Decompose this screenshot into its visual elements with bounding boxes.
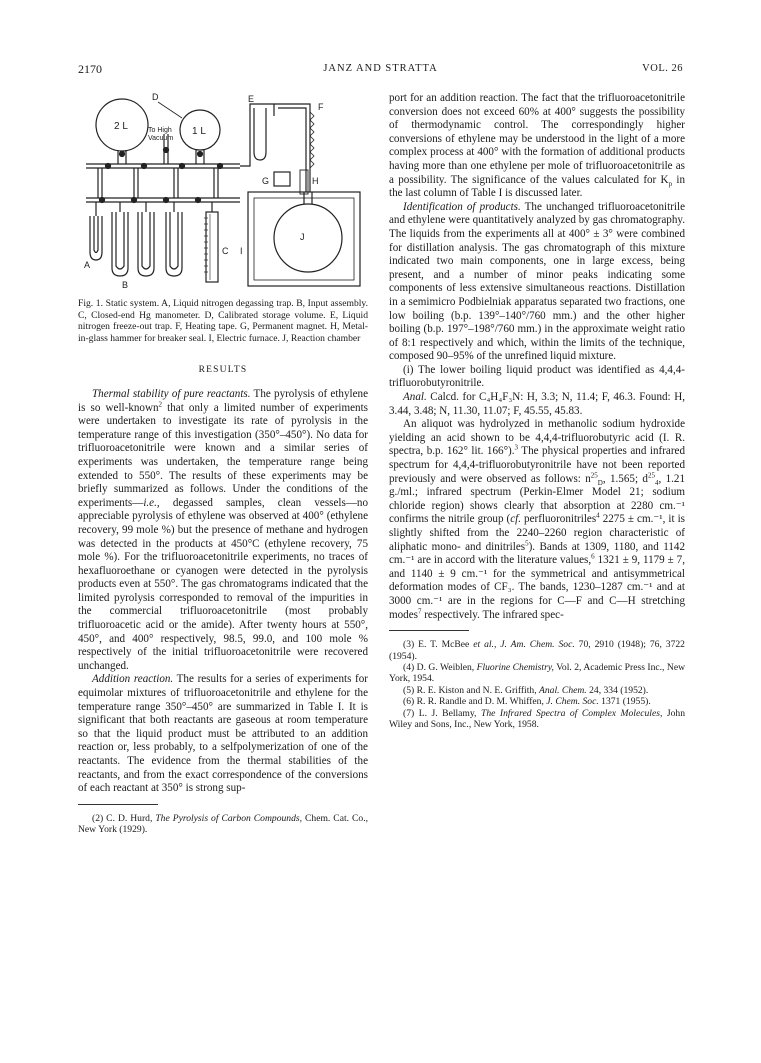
figure-caption: Fig. 1. Static system. A, Liquid nitrogen degassing trap. B, Input assembly. C, Closed-end Hg manometer. D, Calibrated storage volume. E, Liquid nitrogen freeze-out trap. F, Heating tape. G, Permanent magnet. H, Metal-in-glass hammer for breaker seal. I, Electric furnace. J, Reaction chamber [78,298,368,344]
paragraph-text: 2275 ± cm.⁻¹, it is slightly shifted from the 2240–2260 region characteristic of aliphatic mono- and dinitriles [389,513,685,553]
paragraph-title: Identification of products. [403,200,521,213]
paragraph-text: The results for a series of experiments for equimolar mixtures of trifluoroacetonitrile and ethylene for the temperature range 350°–450° are summarized in Table I. It is significant that both reactants are gaseous at room temperature so that the liquid product must be attributed to an addition reaction or, less probably, to a selfpolymerization of one of the reactants. The evidence from the thermal stabilities of the reactants, and from the exact correspondence of the conversions of each reactant at 350° is strong sup- [78,673,368,795]
paragraph-italic: cf. [510,513,522,526]
superscript: 25 [647,470,655,479]
manometer-c [206,212,218,282]
volume-label: VOL. 26 [642,63,683,74]
paragraph-text: port for an addition reaction. The fact that the trifluoroacetonitrile conversion does not exceed 60% at 400° suggests the possibility of thermodynamic control. The correspondingly higher conversions of ethylene may be understood in the light of a more complex process at 400° with the formation of additional products having more than one ethylene per mole of trifluoroacetonitrile as a possibility. The significance of the values calculated for K [389,92,685,186]
footnote-text: Vol. 2, Academic Press Inc., New York, 1954. [389,661,686,685]
footnote-text: (5) R. E. Kiston and N. E. Griffith, [403,684,539,696]
paragraph-text: The unchanged trifluoroacetonitrile and ethylene were quantitatively analyzed by gas chromatography. The liquids from the experiments all at 400° ± 3° were combined for distillation analysis. The gas chromatograph of this mixture indicated two main components, one in large excess, being present, and a number of minor peaks indicating some components of less extensive simultaneous reactions. Distillation in a semimicro Podbielniak apparatus separated two fractions, one low boiling (b.p. 139°–140°/760 mm.) and the other higher boiling (b.p. 197°–198°/760 mm.) in the approximate weight ratio of 8:1 respectively and which, within the limits of the technique, composed 90–95% of the unrefined liquid mixture. [389,200,685,363]
paragraph-text: (i) The lower boiling liquid product was identified as 4,4,4-trifluorobutyronitrile. [389,363,685,390]
paragraph-text: An aliquot was hydrolyzed in methanolic sodium hydroxide yielding an acid shown to be 4,4,4-trifluorobutyric acid (I. R. spectra, b.p. 162° lit. 166°). [389,418,685,458]
subscript: D [597,478,603,487]
label-f: F [318,102,324,112]
footnote-text: (7) L. J. Bellamy, [403,707,481,719]
paragraph-analysis [389,391,685,418]
magnet-g [274,172,290,186]
subscript: 4 [654,478,659,487]
paragraph-continuation [389,92,685,201]
footnote-title: Anal. Chem. [539,684,587,696]
footnote-ref: 6 [591,552,595,561]
paragraph-italic: i.e., [143,496,160,509]
paragraph-text: The pyrolysis of ethylene is so well-known [78,387,368,414]
label-b: B [122,280,129,290]
footnote-text: 1371 (1955). [598,696,651,708]
footnote-ref: 3 [514,443,518,452]
footnote-7 [389,708,685,731]
label-h: H [312,176,319,186]
label-i: I [240,246,243,256]
input-assembly-b [112,212,128,276]
footnote-text: John Wiley and Sons, Inc., New York, 1958. [389,707,685,730]
right-column [389,92,685,730]
paragraph-text: The physical properties and infrared spectrum for 4,4,4-trifluorobutyronitrile have not been reported previously and were observed as follows: n [389,445,685,485]
footnote-title: Fluorine Chemistry, [476,661,554,673]
paragraph-text: , 1.565; d [602,472,648,485]
reaction-chamber-j [274,204,342,272]
label-e: E [248,94,255,104]
paragraph-hydrolysis [389,418,685,622]
page-number: 2170 [78,62,102,76]
degassing-trap-a [90,216,102,260]
paragraph-text: perfluoronitriles [521,513,597,526]
label-2l: 2 L [114,121,128,132]
paragraph-text: respectively. The infrared spec- [421,608,564,621]
footnote-divider [389,630,469,631]
footnote-text: (4) D. G. Weiblen, [403,661,477,673]
footnote-ref: 5 [525,538,529,547]
analysis-label: Anal. [403,391,427,404]
paragraph-text: degassed samples, clean vessels—no appreciable pyrolysis of ethylene was observed at 400° (ethylene recovery, 99 mole %) but the presence of methane and hydrogen was detected in the products at 450°C (ethylene recovery, 75 mole %). For the trifluoroacetonitrile experiments, no traces of hexafluoroethane or cyanogen were detected in the pyrolysis products even at 550°. The gas chromatograms indicated that the limited pyrolysis corresponded to removal of the impurities in the commercial trifluoroacetonitrile (most probably trifluoroacetic acid or the amide). After twenty hours at 550°, 450°, and 400° respectively, 98.5, 99.0, and 100 mole % respectively of the initial trifluoroacetonitrile were recovered unchanged. [78,496,368,672]
paragraph-text: in the last column of Table I is discussed later. [389,173,686,200]
footnote-text: 70, 2910 (1948); 76, 3722 (1954). [389,639,685,662]
label-j: J [300,232,305,242]
footnote-text: Chem. Cat. Co., New York (1929). [78,812,368,836]
footnote-title: J. Chem. Soc. [546,696,599,708]
label-vacuum-2: Vacuum [148,135,174,142]
footnote-title: et al., J. Am. Chem. Soc. [473,639,575,651]
footnote-text: (3) E. T. McBee [403,639,474,651]
label-vacuum-1: To High [148,127,172,134]
paragraph-lower-boiling [389,364,685,391]
label-g: G [262,176,270,186]
footnote-ref: 2 [158,399,163,408]
paragraph-addition-reaction [78,673,368,795]
paragraph-title: Addition reaction. [92,673,174,686]
footnote-3 [389,639,685,662]
paragraph-thermal-stability [78,388,368,673]
footnote-ref: 7 [417,606,422,615]
footnote-5 [389,685,685,696]
section-heading: RESULTS [198,365,248,376]
footnote-text: (2) C. D. Hurd, [92,812,156,824]
footnote-2 [78,813,368,836]
label-a: A [84,260,91,270]
paragraph-text: ). Bands at 1309, 1180, and 1142 cm.⁻¹ are in accord with the literature values, [389,540,686,567]
hammer-h [300,170,308,194]
footnote-divider [78,804,158,805]
paragraph-text: that only a limited number of experiments were undertaken to investigate its rate of pyrolysis in the temperature range of this investigation (350°–450°). No data for trifluoroacetonitrile were known and a similar series of experiments was undertaken, the temperature range being extended to 550°. The results of these experiments may be briefly summarized as follows. Under the conditions of the experiments— [78,401,368,509]
apparatus-figure [78,92,368,294]
apparatus-diagram [78,92,368,294]
footnote-title: The Infrared Spectra of Complex Molecules, [480,707,663,719]
running-header [78,62,683,78]
superscript: 25 [590,470,598,479]
label-d: D [152,92,159,102]
paragraph-text: 1321 ± 9, 1179 ± 7, and 1140 ± 9 cm.⁻¹ for the symmetrical and antisymmetrical deformation modes of CF₃. The bands, 1230–1287 cm.⁻¹ and at 3000 cm.⁻¹ are in the regions for C—F and C—H stretching modes [389,554,685,621]
footnote-4 [389,662,685,685]
footnote-6 [389,696,685,707]
footnote-title: The Pyrolysis of Carbon Compounds, [155,812,303,824]
footnote-text: (6) R. R. Randle and D. M. Whiffen, [403,696,547,708]
left-column [78,92,368,836]
footnote-text: 24, 334 (1952). [586,684,649,696]
paragraph-title: Thermal stability of pure reactants. [92,387,251,400]
paragraph-text: Calcd. for C₄H₄F₃N: H, 3.3; N, 11.4; F, 46.3. Found: H, 3.44, 3.48; N, 11.30, 11.07; F, 45.55, 45.83. [389,391,685,417]
paragraph-text: , 1.21 g./ml.; infrared spectrum (Perkin-Elmer Model 21; sodium chloride region) shows clearly that absorption at 2280 cm.⁻¹ confirms the nitrile group ( [389,472,685,526]
running-title: JANZ AND STRATTA [323,63,438,74]
footnote-ref: 4 [596,511,600,520]
freeze-out-trap-e [254,108,266,160]
label-c: C [222,246,229,256]
label-1l: 1 L [192,126,206,137]
subscript: p [668,179,673,188]
paragraph-identification [389,201,685,364]
